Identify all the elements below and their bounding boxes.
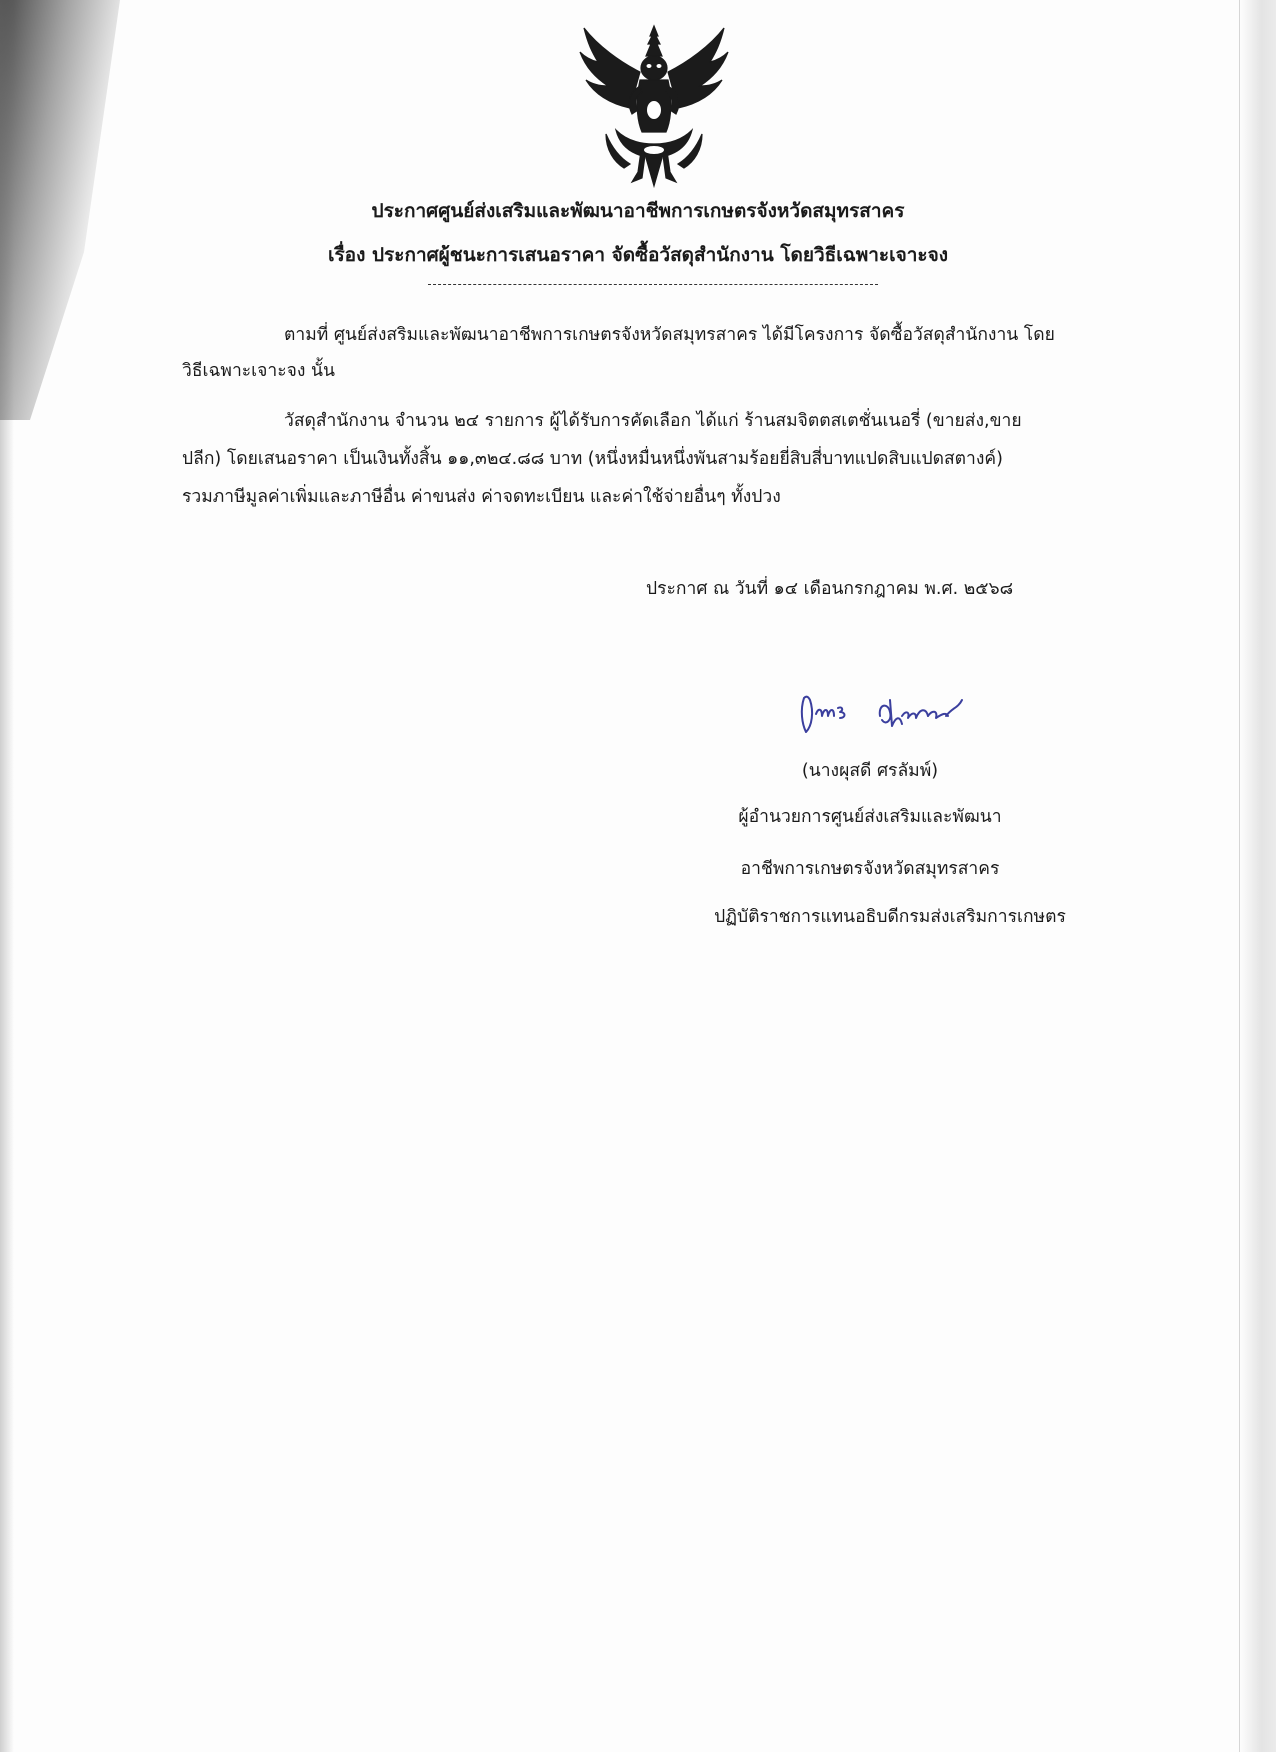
paragraph-2-line-2: ปลีก) โดยเสนอราคา เป็นเงินทั้งสิ้น ๑๑,๓๒๔.๘๘ บาท (หนึ่งหมื่นหนึ่งพันสามร้อยยี่สิบสี่บาทแปดสิบแปดสตางค์) — [182, 449, 1003, 469]
document-title: ประกาศศูนย์ส่งเสริมและพัฒนาอาชีพการเกษตรจังหวัดสมุทรสาคร — [371, 200, 905, 222]
paragraph-1-line-2: วิธีเฉพาะเจาะจง นั้น — [182, 361, 335, 381]
handwritten-signature — [796, 686, 996, 742]
garuda-emblem-icon — [576, 22, 732, 190]
document-subject: เรื่อง ประกาศผู้ชนะการเสนอราคา จัดซื้อวัสดุสำนักงาน โดยวิธีเฉพาะเจาะจง — [327, 244, 949, 266]
paragraph-1-line-1: ตามที่ ศูนย์ส่งสริมและพัฒนาอาชีพการเกษตรจังหวัดสมุทรสาคร ได้มีโครงการ จัดซื้อวัสดุสำนักงาน โดย — [284, 325, 1055, 345]
paragraph-2-line-1: วัสดุสำนักงาน จำนวน ๒๔ รายการ ผู้ได้รับการคัดเลือก ได้แก่ ร้านสมจิตตสเตชั่นเนอรี่ (ขายส่ง,ขาย — [284, 411, 1022, 431]
signatory-position-line-3: ปฏิบัติราชการแทนอธิบดีกรมส่งเสริมการเกษตร — [714, 907, 1066, 927]
signatory-name: (นางผุสดี ศรลัมพ์) — [801, 761, 939, 781]
signatory-position-line-2: อาชีพการเกษตรจังหวัดสมุทรสาคร — [740, 859, 1000, 879]
signatory-position-line-1: ผู้อำนวยการศูนย์ส่งเสริมและพัฒนา — [738, 807, 1002, 827]
paragraph-2-line-3: รวมภาษีมูลค่าเพิ่มและภาษีอื่น ค่าขนส่ง ค่าจดทะเบียน และค่าใช้จ่ายอื่นๆ ทั้งปวง — [182, 487, 781, 507]
divider — [428, 284, 878, 285]
announcement-date: ประกาศ ณ วันที่ ๑๔ เดือนกรกฎาคม พ.ศ. ๒๕๖๘ — [646, 579, 1014, 599]
